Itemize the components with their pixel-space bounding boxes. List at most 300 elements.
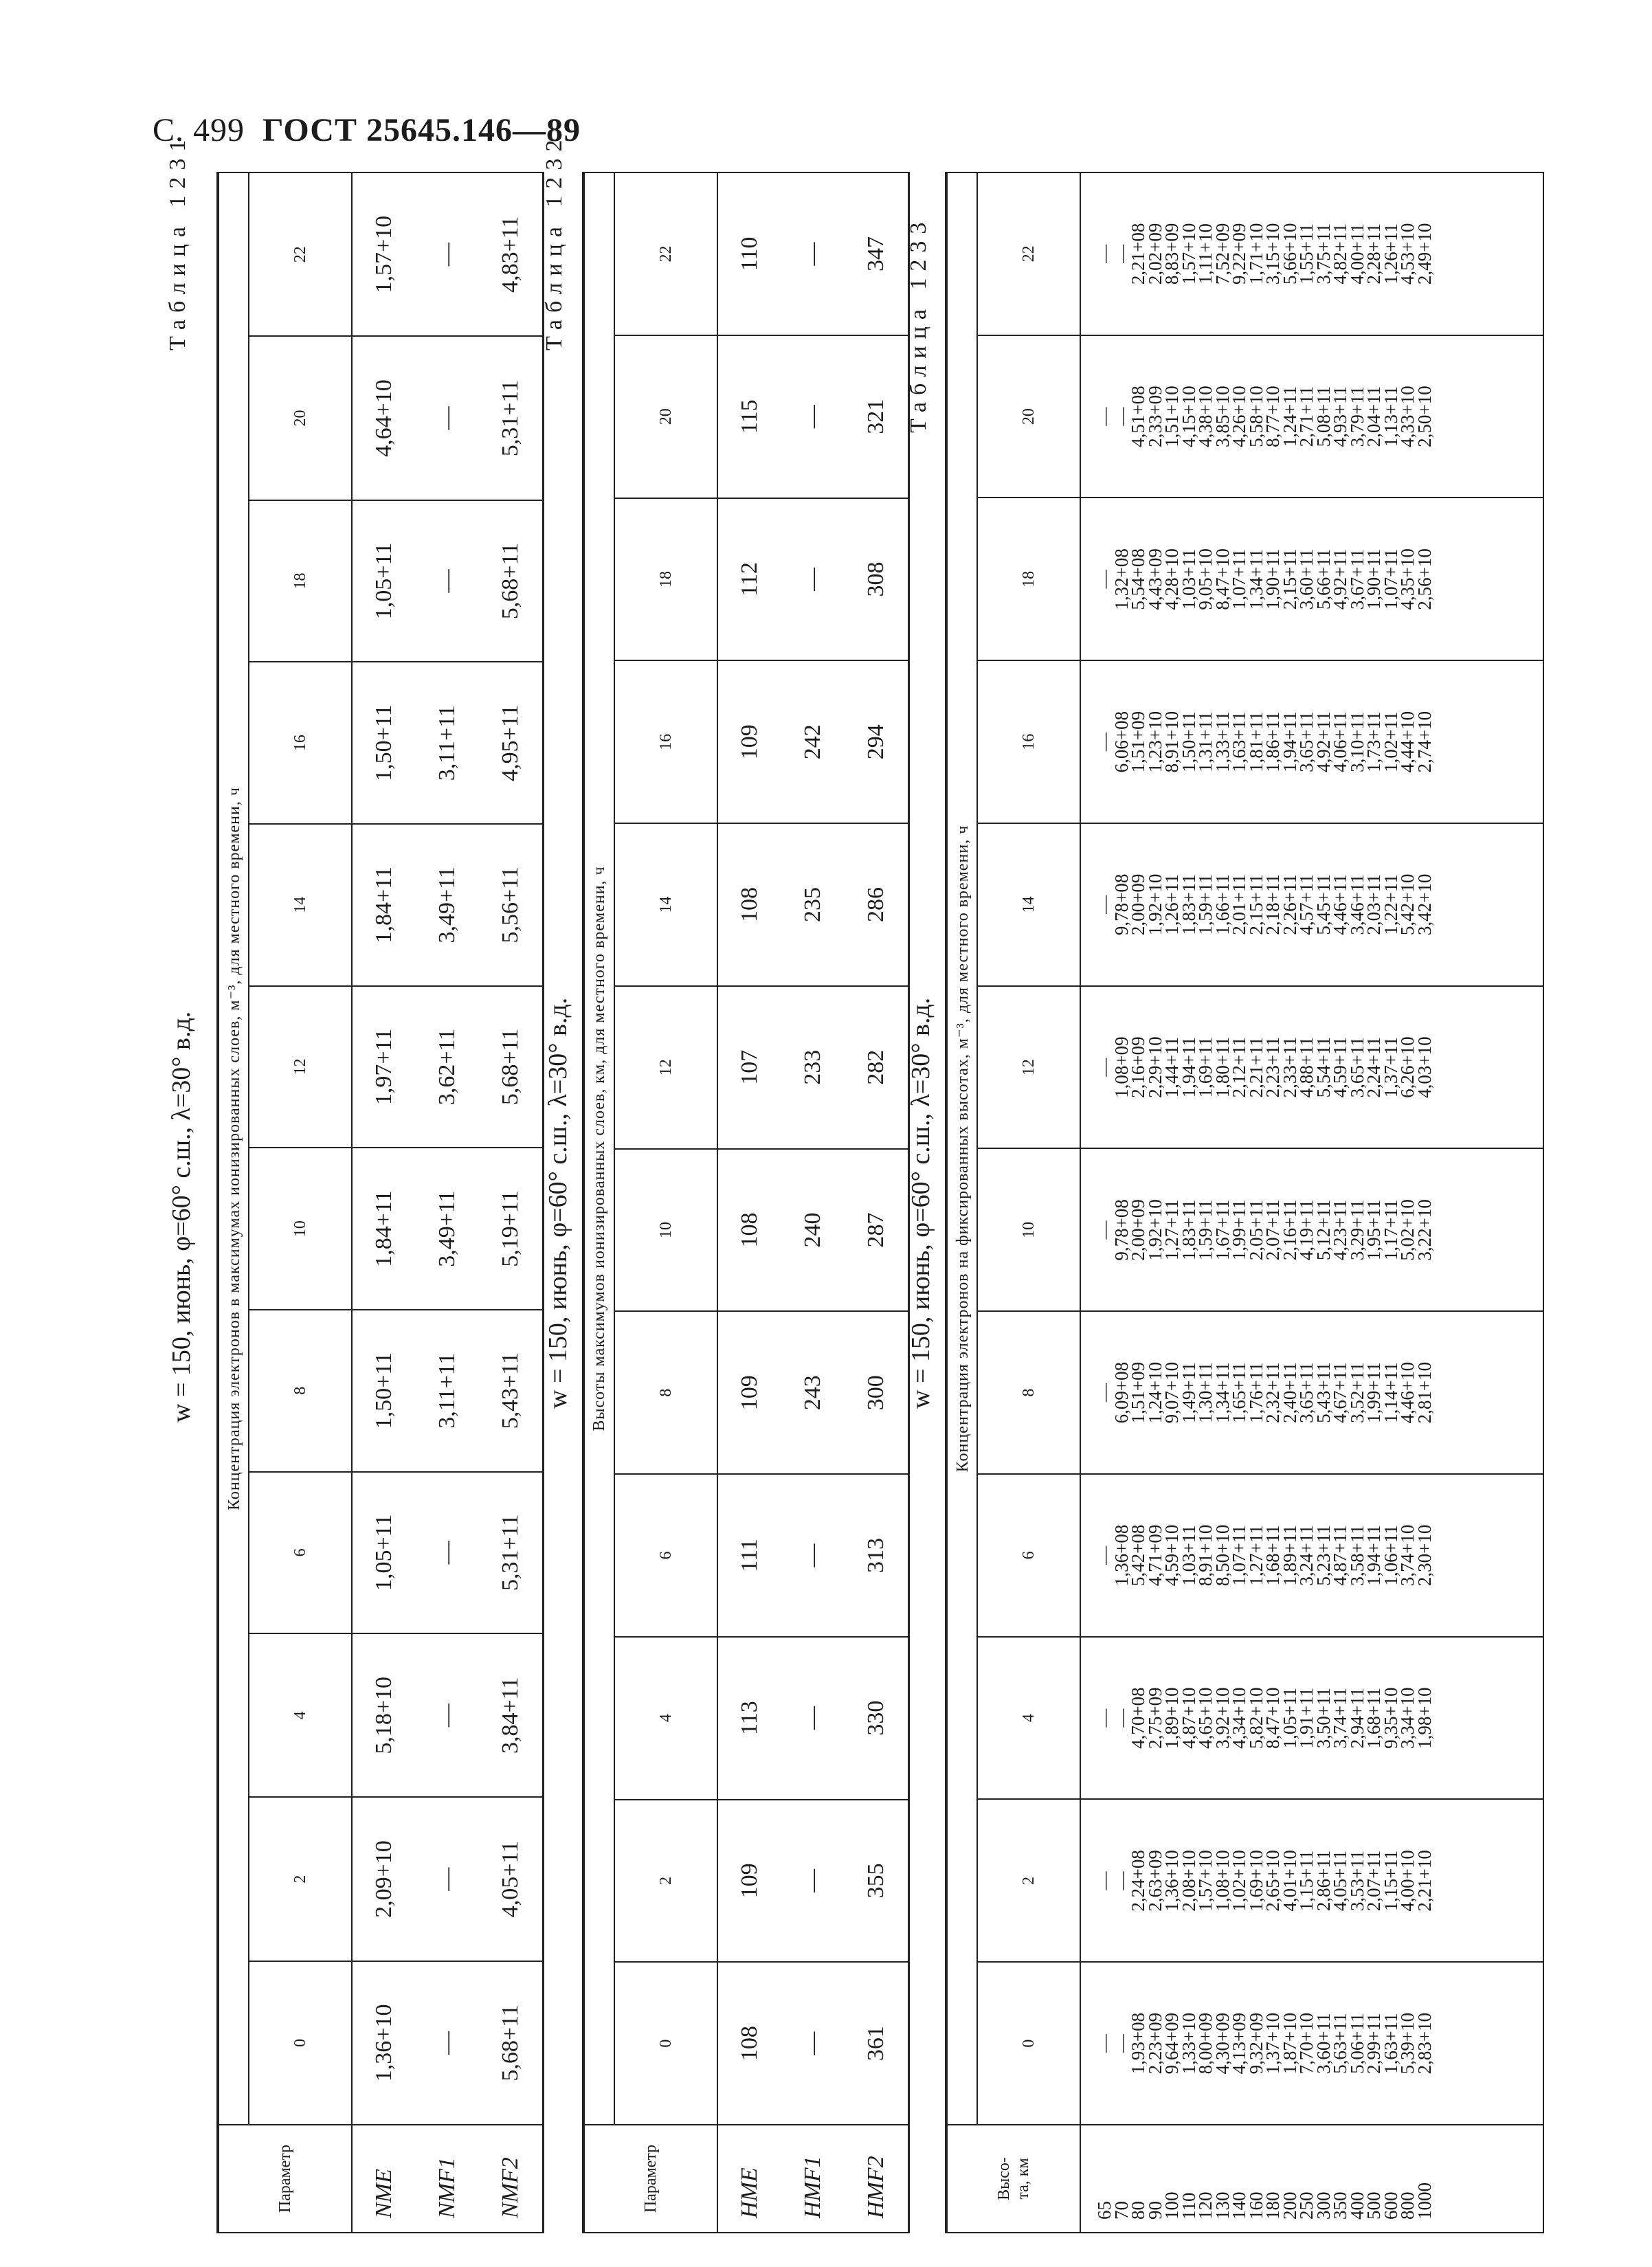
hour-header: 20 [977, 335, 1080, 498]
value-cell: 4,28+10 [1161, 548, 1182, 610]
value-cell: 4,44+10 [1397, 711, 1418, 773]
param-name: NMF2 [479, 2125, 544, 2233]
height-value: 250 [1296, 2191, 1317, 2220]
hour-header: 0 [614, 1962, 717, 2125]
value-cell: 1,37+11 [1380, 1036, 1401, 1098]
param-name: NME [352, 2125, 416, 2233]
value-cell: 3,74+11 [1330, 1687, 1350, 1749]
height-value: 200 [1279, 2191, 1300, 2220]
value-cell: 3,49+11 [416, 1148, 479, 1310]
value-cell: 4,51+08 [1128, 386, 1148, 447]
value-cell: 3,49+11 [416, 824, 479, 986]
value-cell: 5,43+11 [479, 1310, 544, 1472]
value-cell: — [416, 336, 479, 500]
hour-header: 0 [977, 1962, 1080, 2125]
value-cell: 4,13+09 [1229, 2012, 1249, 2075]
param-header: Параметр [218, 2125, 352, 2233]
value-cell: 6,26+10 [1397, 1036, 1418, 1098]
height-value: 130 [1212, 2191, 1233, 2220]
value-cell: — [1094, 1871, 1115, 1890]
hour-header: 10 [977, 1149, 1080, 1312]
hour-header: 16 [249, 662, 352, 824]
value-cell: 2,21+11 [1245, 1036, 1266, 1098]
value-cell: — [1110, 1871, 1132, 1890]
param-name: HME [717, 2125, 781, 2233]
value-cell: 2,15+11 [1279, 548, 1300, 610]
table-caption: Концентрация электронов в максимумах ионизированных слоев, м⁻³, для местного времени, ч [218, 172, 249, 2125]
value-cell: 308 [845, 498, 909, 661]
value-cell: 1,30+11 [1195, 1362, 1216, 1423]
value-cell: 109 [717, 1800, 781, 1963]
value-cell: 5,42+10 [1397, 873, 1418, 936]
value-cell: 1,59+11 [1195, 1199, 1216, 1261]
value-cell: 3,10+11 [1346, 711, 1368, 772]
value-cell: 4,23+11 [1330, 1199, 1350, 1261]
value-cell: 4,00+10 [1397, 1850, 1418, 1912]
value-cell: 4,57+11 [1296, 874, 1317, 935]
table-1231 [216, 172, 544, 2233]
value-cell: 1,59+11 [1195, 874, 1216, 935]
value-cell: 1,32+08 [1110, 548, 1132, 610]
value-cell: 1,97+11 [352, 986, 416, 1148]
value-cell: 115 [717, 335, 781, 498]
value-cell: 5,31+11 [479, 1472, 544, 1634]
table-1231-condition: w = 150, июнь, φ=60° с.ш., λ=30° в.д. [167, 1011, 196, 1422]
value-cell: 109 [717, 1311, 781, 1474]
hour-header: 14 [614, 823, 717, 986]
value-column [1080, 1962, 1543, 2125]
value-cell: 1,81+11 [1245, 711, 1266, 772]
table-caption: Высоты максимумов ионизированных слоев, км, для местного времени, ч [583, 172, 614, 2125]
value-cell: 2,32+11 [1262, 1362, 1283, 1423]
value-cell: — [1094, 1708, 1115, 1728]
value-cell: 1,90+11 [1262, 548, 1283, 610]
value-cell: 4,35+10 [1397, 548, 1418, 610]
value-cell: 2,29+10 [1144, 1036, 1165, 1098]
height-value: 400 [1346, 2191, 1368, 2220]
hour-header: 14 [977, 823, 1080, 986]
value-cell: 4,92+11 [1313, 711, 1334, 772]
value-cell: 9,64+09 [1161, 2012, 1182, 2075]
table-1233-name: Таблица 1233 [906, 215, 931, 433]
height-value: 350 [1330, 2191, 1350, 2220]
value-cell: 1,83+11 [1178, 874, 1199, 935]
value-cell: 4,88+11 [1296, 1036, 1317, 1098]
hour-header: 0 [249, 1961, 352, 2125]
value-cell: 294 [845, 660, 909, 823]
value-column [1080, 660, 1543, 823]
value-cell: 1,69+11 [1195, 1036, 1216, 1098]
value-cell: 1,50+11 [352, 1310, 416, 1472]
value-cell: 1,51+09 [1128, 1361, 1148, 1424]
value-cell: 1,94+11 [1363, 1525, 1384, 1586]
value-cell: 4,43+09 [1144, 548, 1165, 610]
table-1232 [582, 172, 910, 2233]
hour-header: 22 [977, 172, 1080, 335]
value-cell: 1,26+11 [1161, 874, 1182, 935]
value-cell: 1,36+10 [1161, 1850, 1182, 1912]
value-cell: 1,08+10 [1212, 1850, 1233, 1912]
hour-header: 6 [977, 1474, 1080, 1637]
value-cell: 4,67+11 [1330, 1362, 1350, 1423]
value-cell: 4,95+11 [479, 662, 544, 824]
value-cell: 4,33+10 [1397, 386, 1418, 447]
value-cell: 2,15+11 [1245, 874, 1266, 935]
value-cell: 3,52+11 [1346, 1362, 1368, 1423]
hour-header: 2 [614, 1800, 717, 1963]
value-cell: 5,68+11 [479, 986, 544, 1148]
value-cell: 2,02+09 [1144, 223, 1165, 285]
hour-header: 18 [977, 498, 1080, 661]
value-cell: 1,36+10 [352, 1961, 416, 2125]
value-cell: 1,69+10 [1245, 1850, 1266, 1912]
value-cell: 8,91+10 [1161, 711, 1182, 773]
value-cell: 108 [717, 823, 781, 986]
hour-header: 10 [249, 1148, 352, 1310]
value-cell: 1,33+11 [1212, 711, 1233, 772]
value-cell: 5,68+11 [479, 500, 544, 662]
hour-header: 8 [977, 1311, 1080, 1474]
hour-header: 16 [977, 660, 1080, 823]
value-cell: 3,65+11 [1296, 711, 1317, 772]
value-cell: — [1094, 733, 1115, 752]
page-number: С. 499 [153, 112, 245, 148]
value-cell: 1,44+11 [1161, 1036, 1182, 1098]
value-cell: 1,68+11 [1363, 1687, 1384, 1749]
table-row [717, 172, 781, 2233]
value-cell: 2,09+10 [352, 1797, 416, 1961]
value-cell: 4,82+11 [1330, 223, 1350, 284]
value-cell: 1,05+11 [352, 1472, 416, 1634]
value-cell: 1,13+11 [1380, 386, 1401, 447]
height-value: 180 [1262, 2191, 1283, 2220]
value-cell: 1,92+10 [1144, 873, 1165, 936]
value-cell: 4,83+11 [479, 172, 544, 336]
value-cell: 1,11+10 [1195, 223, 1216, 284]
value-cell: 2,18+11 [1262, 874, 1283, 935]
value-cell: 1,07+11 [1380, 548, 1401, 610]
value-cell: 1,37+10 [1262, 2012, 1283, 2075]
value-cell: 3,42+10 [1414, 873, 1435, 936]
value-cell: 1,14+11 [1380, 1362, 1401, 1423]
value-cell: 347 [845, 172, 909, 335]
value-cell: 5,66+11 [1313, 548, 1334, 610]
hour-header: 12 [977, 986, 1080, 1149]
value-cell: — [1110, 244, 1132, 263]
height-value: 120 [1195, 2191, 1216, 2220]
value-cell: 2,23+11 [1262, 1036, 1283, 1098]
value-cell: 4,87+10 [1178, 1687, 1199, 1749]
value-cell: 1,27+11 [1161, 1199, 1182, 1261]
value-cell: 4,03+10 [1414, 1036, 1435, 1098]
value-cell: 3,15+10 [1262, 223, 1283, 285]
value-cell: 3,24+11 [1296, 1525, 1317, 1586]
value-cell: 1,95+11 [1363, 1199, 1384, 1261]
table-row [416, 172, 479, 2233]
value-cell: — [1094, 895, 1115, 914]
value-cell: 300 [845, 1311, 909, 1474]
value-cell: 1,51+10 [1161, 386, 1182, 447]
value-cell: 1,22+11 [1380, 874, 1401, 935]
value-cell: 2,24+11 [1363, 1036, 1384, 1098]
value-cell: 286 [845, 823, 909, 986]
value-cell: 2,83+10 [1414, 2012, 1435, 2075]
value-cell: 1,15+11 [1296, 1850, 1317, 1912]
value-cell: — [781, 498, 845, 661]
hour-header: 4 [249, 1633, 352, 1797]
value-cell: 3,85+10 [1212, 386, 1233, 447]
value-cell: 108 [717, 1149, 781, 1312]
value-cell: 4,05+11 [479, 1797, 544, 1961]
value-cell: 3,11+11 [416, 1310, 479, 1472]
value-cell: 1,05+11 [352, 500, 416, 662]
value-cell: 1,80+11 [1212, 1036, 1233, 1098]
value-cell: 1,83+11 [1178, 1199, 1199, 1261]
value-cell: 4,26+10 [1229, 386, 1249, 447]
value-cell: 4,46+11 [1330, 874, 1350, 935]
value-cell: 1,50+11 [1178, 711, 1199, 772]
value-column [1080, 1149, 1543, 1312]
value-cell: 4,38+10 [1195, 386, 1216, 447]
hour-header: 6 [249, 1472, 352, 1634]
value-cell: 4,00+11 [1346, 223, 1368, 284]
value-cell: 5,19+11 [479, 1148, 544, 1310]
hour-header: 18 [614, 498, 717, 661]
value-cell: 2,63+09 [1144, 1850, 1165, 1912]
table-1233 [945, 172, 1544, 2233]
value-cell: 4,64+10 [352, 336, 416, 500]
value-cell: 7,70+10 [1296, 2012, 1317, 2075]
value-cell: 4,65+10 [1195, 1687, 1216, 1749]
value-cell: 5,54+11 [1313, 1036, 1334, 1098]
value-cell: 9,32+09 [1245, 2012, 1266, 2075]
value-cell: 2,65+10 [1262, 1850, 1283, 1912]
value-cell: 1,93+08 [1128, 2012, 1148, 2075]
table-1232-condition: w = 150, июнь, φ=60° с.ш., λ=30° в.д. [544, 997, 572, 1409]
height-value: 300 [1313, 2191, 1334, 2220]
value-cell: 5,31+11 [479, 336, 544, 500]
value-cell: 3,11+11 [416, 662, 479, 824]
value-cell: 2,21+08 [1128, 223, 1148, 285]
value-cell: 1,08+09 [1110, 1036, 1132, 1098]
table-row [781, 172, 845, 2233]
value-cell: 321 [845, 335, 909, 498]
value-cell: 8,47+10 [1212, 548, 1233, 610]
value-cell: 108 [717, 1962, 781, 2125]
value-cell: 9,78+08 [1110, 1199, 1132, 1261]
hour-header: 20 [614, 335, 717, 498]
value-cell: 4,59+11 [1330, 1036, 1350, 1098]
height-value: 80 [1128, 2201, 1148, 2220]
hour-header: 22 [614, 172, 717, 335]
value-cell: 3,60+11 [1296, 548, 1317, 610]
value-cell: 2,08+10 [1178, 1850, 1199, 1912]
value-cell: 1,68+11 [1262, 1525, 1283, 1586]
value-cell: 3,50+11 [1313, 1687, 1334, 1749]
value-cell: 242 [781, 660, 845, 823]
height-value: 600 [1380, 2191, 1401, 2220]
value-cell: 111 [717, 1474, 781, 1637]
value-cell: 233 [781, 986, 845, 1149]
value-cell: 5,02+10 [1397, 1199, 1418, 1261]
value-cell: 2,49+10 [1414, 223, 1435, 285]
table-row [845, 172, 909, 2233]
value-cell: — [1110, 407, 1132, 426]
value-cell: 287 [845, 1149, 909, 1312]
value-cell: 5,66+10 [1279, 223, 1300, 285]
value-cell: 1,50+11 [352, 662, 416, 824]
value-cell: 1,84+11 [352, 824, 416, 986]
height-value: 1000 [1414, 2182, 1435, 2220]
height-header: Высо- та, км [946, 2125, 1080, 2233]
hour-header: 18 [249, 500, 352, 662]
height-value: 65 [1094, 2201, 1115, 2220]
value-cell: 1,73+11 [1363, 711, 1384, 772]
value-cell: 6,09+08 [1110, 1361, 1132, 1424]
value-column [1080, 1311, 1543, 1474]
value-cell: 2,33+11 [1279, 1036, 1300, 1098]
value-cell: — [781, 1637, 845, 1800]
value-cell: 4,93+11 [1330, 386, 1350, 447]
value-cell: 1,06+11 [1380, 1525, 1401, 1586]
value-cell: — [1094, 1220, 1115, 1240]
table-1233-condition: w = 150, июнь, φ=60° с.ш., λ=30° в.д. [906, 997, 935, 1409]
value-cell: 1,07+11 [1229, 1525, 1249, 1586]
value-cell: 8,50+10 [1212, 1524, 1233, 1587]
value-cell: 5,42+08 [1128, 1524, 1148, 1587]
value-cell: 1,99+11 [1229, 1199, 1249, 1261]
hour-header: 8 [614, 1311, 717, 1474]
value-cell: 5,23+11 [1313, 1525, 1334, 1586]
value-cell: 109 [717, 660, 781, 823]
hour-header: 2 [249, 1797, 352, 1961]
value-cell: — [416, 172, 479, 336]
value-cell: 9,07+10 [1161, 1361, 1182, 1424]
value-cell: 1,63+11 [1380, 2013, 1401, 2074]
value-cell: 355 [845, 1800, 909, 1963]
value-cell: 2,24+08 [1128, 1850, 1148, 1912]
hour-header: 20 [249, 336, 352, 500]
value-cell: 4,05+11 [1330, 1850, 1350, 1912]
value-cell: — [781, 1474, 845, 1637]
value-cell: 3,22+10 [1414, 1199, 1435, 1261]
value-cell: 3,84+11 [479, 1633, 544, 1797]
value-cell: 2,33+09 [1144, 386, 1165, 447]
value-cell: 4,01+10 [1279, 1850, 1300, 1912]
value-cell: 110 [717, 172, 781, 335]
value-column [1080, 335, 1543, 498]
height-value: 800 [1397, 2191, 1418, 2220]
hour-header: 8 [249, 1310, 352, 1472]
value-cell: 2,21+10 [1414, 1850, 1435, 1912]
value-cell: 2,16+09 [1128, 1036, 1148, 1098]
value-cell: — [1094, 1545, 1115, 1565]
value-cell: 1,65+11 [1229, 1362, 1249, 1423]
value-cell: 5,39+10 [1397, 2012, 1418, 2075]
value-cell: 3,62+11 [416, 986, 479, 1148]
value-cell: 3,53+11 [1346, 1850, 1368, 1912]
value-cell: 2,00+09 [1128, 1199, 1148, 1261]
value-cell: 9,35+10 [1380, 1687, 1401, 1749]
value-cell: 3,92+10 [1212, 1687, 1233, 1749]
value-cell: 2,23+09 [1144, 2012, 1165, 2075]
value-cell: 2,75+09 [1144, 1687, 1165, 1749]
table-row [352, 172, 416, 2233]
value-cell: 5,56+11 [479, 824, 544, 986]
value-cell: 235 [781, 823, 845, 986]
value-cell: 1,51+09 [1128, 711, 1148, 773]
value-cell: 2,01+11 [1229, 874, 1249, 935]
value-cell: 3,65+11 [1346, 1036, 1368, 1098]
value-column [1080, 986, 1543, 1149]
value-cell: 8,47+10 [1262, 1687, 1283, 1749]
value-cell: 1,36+08 [1110, 1524, 1132, 1587]
value-cell: 5,63+11 [1330, 2013, 1350, 2074]
value-cell: 2,56+10 [1414, 548, 1435, 610]
height-value: 110 [1178, 2192, 1199, 2220]
hour-header: 2 [977, 1800, 1080, 1963]
value-cell: 1,31+11 [1195, 711, 1216, 772]
value-cell: 1,89+11 [1279, 1525, 1300, 1586]
value-cell: 1,02+11 [1380, 711, 1401, 772]
value-cell: — [781, 1962, 845, 2125]
value-cell: 1,24+11 [1279, 386, 1300, 447]
value-cell: 1,98+10 [1414, 1687, 1435, 1749]
value-column [1080, 1474, 1543, 1637]
value-cell: 1,89+10 [1161, 1687, 1182, 1749]
value-cell: 2,28+11 [1363, 223, 1384, 284]
hour-header: 6 [614, 1474, 717, 1637]
value-cell: 4,59+10 [1161, 1524, 1182, 1587]
value-cell: 2,71+11 [1296, 386, 1317, 447]
value-cell: — [416, 500, 479, 662]
value-cell: 3,46+11 [1346, 874, 1368, 935]
value-cell: 2,16+11 [1279, 1199, 1300, 1261]
value-cell: 1,34+11 [1212, 1362, 1233, 1423]
value-cell: 4,34+10 [1229, 1687, 1249, 1749]
value-cell: — [416, 1797, 479, 1961]
value-column [1080, 823, 1543, 986]
hour-header: 10 [614, 1149, 717, 1312]
value-column [1080, 1800, 1543, 1963]
value-cell: 5,43+11 [1313, 1362, 1334, 1423]
value-cell: 1,23+10 [1144, 711, 1165, 773]
height-column [1080, 2125, 1543, 2233]
value-cell: 4,92+11 [1330, 548, 1350, 610]
value-cell: 1,05+11 [1279, 1687, 1300, 1749]
value-cell: 8,91+10 [1195, 1524, 1216, 1587]
value-cell: 2,03+11 [1363, 874, 1384, 935]
value-cell: 1,03+11 [1178, 548, 1199, 610]
value-cell: — [1110, 1708, 1132, 1728]
height-value: 70 [1110, 2201, 1132, 2220]
value-cell: 5,45+11 [1313, 874, 1334, 935]
value-cell: 1,57+10 [1178, 223, 1199, 285]
value-cell: — [1094, 1383, 1115, 1403]
value-column [1080, 498, 1543, 661]
value-cell: 5,08+11 [1313, 386, 1334, 447]
hour-header: 12 [614, 986, 717, 1149]
value-cell: — [1094, 570, 1115, 589]
value-cell: 7,52+09 [1212, 223, 1233, 285]
value-cell: 361 [845, 1962, 909, 2125]
value-cell: 3,79+11 [1346, 386, 1368, 447]
table-caption: Концентрация электронов на фиксированных высотах, м⁻³, для местного времени, ч [946, 172, 977, 2125]
param-name: HMF2 [845, 2125, 909, 2233]
table-row [479, 172, 544, 2233]
value-cell: 5,68+11 [479, 1961, 544, 2125]
value-cell: 1,94+11 [1279, 711, 1300, 772]
